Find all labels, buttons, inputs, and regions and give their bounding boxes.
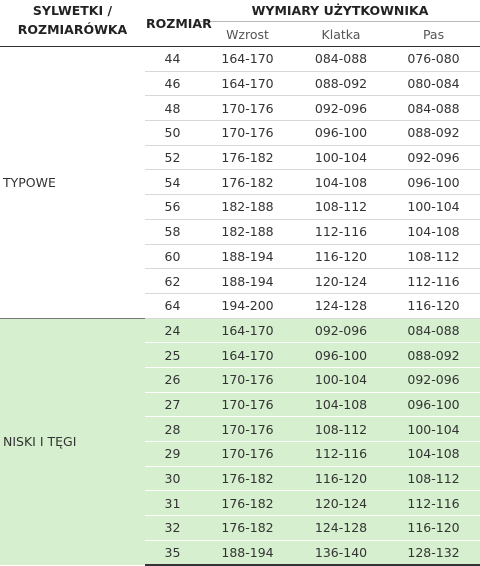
chest-cell: 100-104	[295, 367, 387, 392]
silhouette-header	[0, 0, 145, 47]
waist-cell: 104-108	[387, 442, 480, 467]
size-cell: 25	[145, 343, 200, 368]
height-cell: 170-176	[200, 392, 295, 417]
chest-cell: 120-124	[295, 269, 387, 294]
chest-cell: 108-112	[295, 195, 387, 220]
height-cell: 170-176	[200, 367, 295, 392]
table-row	[0, 47, 480, 72]
waist-cell: 116-120	[387, 516, 480, 541]
chest-cell: 100-104	[295, 145, 387, 170]
size-cell: 52	[145, 145, 200, 170]
chest-cell: 108-112	[295, 417, 387, 442]
waist-cell: 076-080	[387, 47, 480, 72]
chest-cell: 104-108	[295, 392, 387, 417]
silhouette-group-name: NISKI I TĘGI	[0, 318, 145, 565]
size-cell: 56	[145, 195, 200, 220]
chest-cell: 116-120	[295, 466, 387, 491]
height-cell: 164-170	[200, 318, 295, 343]
waist-cell: 112-116	[387, 491, 480, 516]
height-cell: 170-176	[200, 96, 295, 121]
size-cell: 58	[145, 219, 200, 244]
waist-cell: 108-112	[387, 244, 480, 269]
waist-cell: 112-116	[387, 269, 480, 294]
table-row	[0, 318, 480, 343]
size-cell: 64	[145, 293, 200, 318]
waist-cell: 104-108	[387, 219, 480, 244]
chest-cell: 096-100	[295, 121, 387, 146]
chest-header: Klatka	[295, 22, 387, 47]
height-cell: 176-182	[200, 466, 295, 491]
size-cell: 31	[145, 491, 200, 516]
height-cell: 176-182	[200, 170, 295, 195]
waist-cell: 128-132	[387, 540, 480, 565]
size-cell: 44	[145, 47, 200, 72]
height-cell: 188-194	[200, 269, 295, 294]
size-cell: 35	[145, 540, 200, 565]
waist-cell: 088-092	[387, 121, 480, 146]
chest-cell: 124-128	[295, 516, 387, 541]
height-cell: 164-170	[200, 47, 295, 72]
chest-cell: 104-108	[295, 170, 387, 195]
chest-cell: 124-128	[295, 293, 387, 318]
chest-cell: 092-096	[295, 96, 387, 121]
waist-header: Pas	[387, 22, 480, 47]
height-cell: 176-182	[200, 491, 295, 516]
size-cell: 54	[145, 170, 200, 195]
size-header: ROZMIAR	[145, 0, 200, 47]
height-cell: 188-194	[200, 244, 295, 269]
height-header: Wzrost	[200, 22, 295, 47]
chest-cell: 096-100	[295, 343, 387, 368]
height-cell: 170-176	[200, 417, 295, 442]
height-cell: 170-176	[200, 121, 295, 146]
size-cell: 27	[145, 392, 200, 417]
size-cell: 24	[145, 318, 200, 343]
size-cell: 26	[145, 367, 200, 392]
size-cell: 50	[145, 121, 200, 146]
waist-cell: 096-100	[387, 170, 480, 195]
chest-cell: 088-092	[295, 71, 387, 96]
height-cell: 194-200	[200, 293, 295, 318]
silhouette-group-name: TYPOWE	[3, 174, 56, 190]
size-cell: 60	[145, 244, 200, 269]
silhouette-header-line1: SYLWETKI /	[32, 3, 113, 18]
waist-cell: 084-088	[387, 318, 480, 343]
height-cell: 182-188	[200, 219, 295, 244]
silhouette-header-line2: ROZMIARÓWKA	[17, 22, 128, 37]
height-cell: 164-170	[200, 343, 295, 368]
table-header	[0, 0, 480, 47]
measurements-header: WYMIARY UŻYTKOWNIKA	[200, 0, 480, 22]
waist-cell: 088-092	[387, 343, 480, 368]
chest-cell: 116-120	[295, 244, 387, 269]
chest-cell: 120-124	[295, 491, 387, 516]
height-cell: 170-176	[200, 442, 295, 467]
height-cell: 176-182	[200, 516, 295, 541]
size-cell: 32	[145, 516, 200, 541]
chest-cell: 136-140	[295, 540, 387, 565]
waist-cell: 080-084	[387, 71, 480, 96]
waist-cell: 092-096	[387, 367, 480, 392]
size-cell: 46	[145, 71, 200, 96]
height-cell: 164-170	[200, 71, 295, 96]
size-cell: 48	[145, 96, 200, 121]
height-cell: 176-182	[200, 145, 295, 170]
waist-cell: 116-120	[387, 293, 480, 318]
chest-cell: 092-096	[295, 318, 387, 343]
size-cell: 29	[145, 442, 200, 467]
height-cell: 182-188	[200, 195, 295, 220]
waist-cell: 092-096	[387, 145, 480, 170]
size-cell: 62	[145, 269, 200, 294]
waist-cell: 100-104	[387, 195, 480, 220]
chest-cell: 112-116	[295, 219, 387, 244]
size-cell: 30	[145, 466, 200, 491]
size-cell: 28	[145, 417, 200, 442]
chest-cell: 084-088	[295, 47, 387, 72]
table-body	[0, 47, 480, 566]
chest-cell: 112-116	[295, 442, 387, 467]
waist-cell: 100-104	[387, 417, 480, 442]
waist-cell: 084-088	[387, 96, 480, 121]
waist-cell: 108-112	[387, 466, 480, 491]
height-cell: 188-194	[200, 540, 295, 565]
waist-cell: 096-100	[387, 392, 480, 417]
